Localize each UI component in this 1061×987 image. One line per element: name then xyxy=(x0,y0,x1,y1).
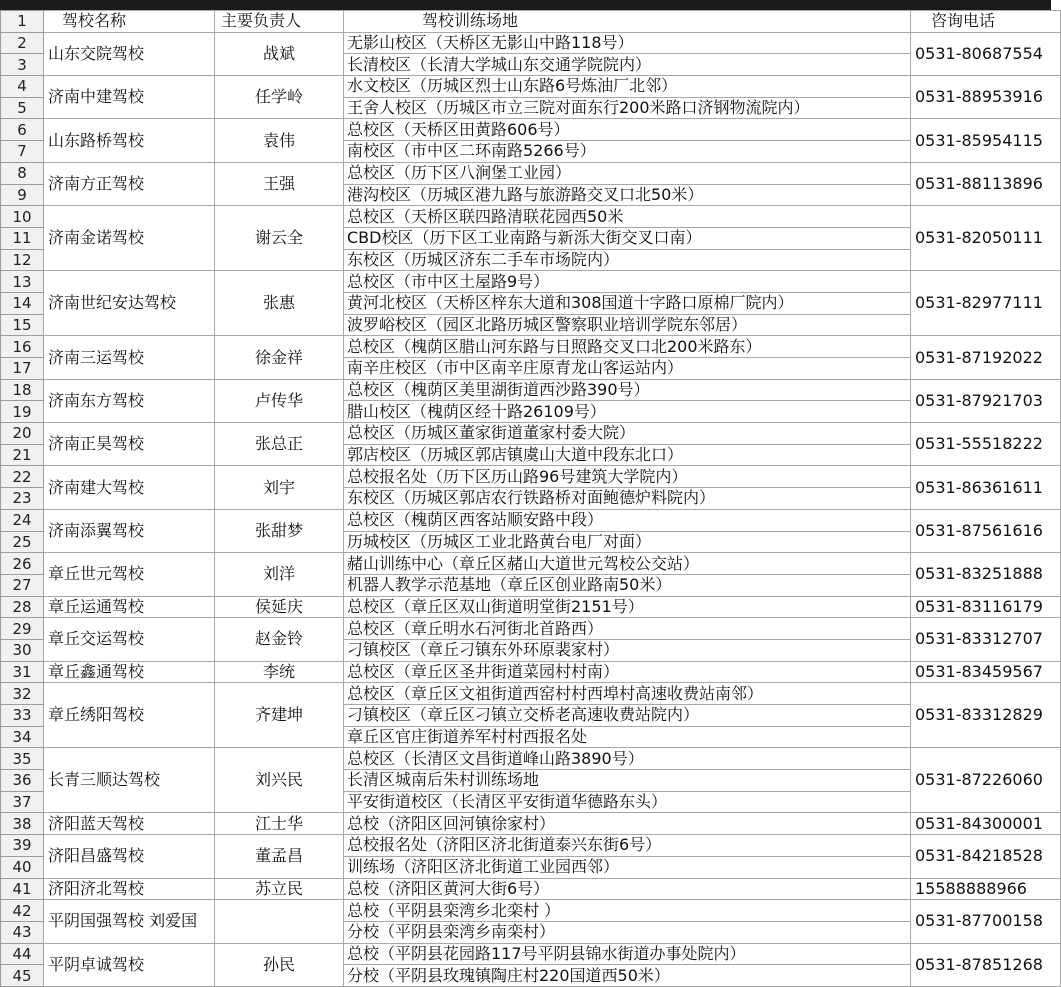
training-site-cell[interactable]: 刁镇校区（章丘区刁镇立交桥老高速收费站院内） xyxy=(344,705,911,727)
row-number[interactable]: 30 xyxy=(1,639,44,661)
school-name-cell[interactable]: 济南金诺驾校 xyxy=(44,206,215,271)
table-row xyxy=(1,423,1061,445)
phone-cell[interactable]: 0531-83116179 xyxy=(911,596,1061,618)
school-name-cell[interactable]: 章丘运通驾校 xyxy=(44,596,215,618)
phone-cell[interactable]: 0531-87851268 xyxy=(911,943,1061,986)
table-row xyxy=(1,596,1061,618)
row-number[interactable]: 16 xyxy=(1,336,44,358)
school-name-cell[interactable]: 济南中建驾校 xyxy=(44,76,215,119)
school-name-cell[interactable]: 平阴国强驾校 刘爱国 xyxy=(44,900,215,943)
training-site-cell[interactable]: 总校区（历下区八涧堡工业园） xyxy=(344,162,911,184)
person-cell[interactable]: 董孟昌 xyxy=(215,835,344,878)
training-site-cell[interactable]: 平安街道校区（长清区平安街道华德路东头） xyxy=(344,791,911,813)
training-site-cell[interactable]: 总校区（槐荫区腊山河东路与日照路交叉口北200米路东） xyxy=(344,336,911,358)
toolbar-strip xyxy=(0,0,1051,10)
row-number[interactable]: 23 xyxy=(1,488,44,510)
person-cell[interactable]: 袁伟 xyxy=(215,119,344,162)
training-site-cell[interactable]: 黄河北校区（天桥区梓东大道和308国道十字路口原棉厂院内） xyxy=(344,292,911,314)
school-name-cell[interactable]: 济南世纪安达驾校 xyxy=(44,271,215,336)
table-row xyxy=(1,119,1061,141)
phone-cell[interactable]: 0531-86361611 xyxy=(911,466,1061,509)
row-number[interactable]: 26 xyxy=(1,553,44,575)
training-site-cell[interactable]: 训练场（济阳区济北街道工业园西邻） xyxy=(344,856,911,878)
training-site-cell[interactable]: 总校区（章丘区圣井街道菜园村村南） xyxy=(344,661,911,683)
phone-cell[interactable]: 0531-87561616 xyxy=(911,509,1061,552)
training-site-cell[interactable]: 王舍人校区（历城区市立三院对面东行200米路口济钢物流院内） xyxy=(344,97,911,119)
row-number[interactable]: 43 xyxy=(1,921,44,943)
phone-cell[interactable]: 0531-88113896 xyxy=(911,162,1061,205)
row-number[interactable]: 36 xyxy=(1,770,44,792)
person-cell[interactable]: 徐金祥 xyxy=(215,336,344,379)
training-site-cell[interactable]: 总校（平阴县栾湾乡北栾村 ） xyxy=(344,900,911,922)
row-number[interactable]: 34 xyxy=(1,726,44,748)
phone-cell[interactable]: 0531-87921703 xyxy=(911,379,1061,422)
phone-cell[interactable]: 0531-55518222 xyxy=(911,423,1061,466)
table-row xyxy=(1,813,1061,835)
phone-cell[interactable]: 0531-82050111 xyxy=(911,206,1061,271)
training-site-cell[interactable]: 总校区（槐荫区美里湖街道西沙路390号） xyxy=(344,379,911,401)
school-name-cell[interactable]: 章丘绣阳驾校 xyxy=(44,683,215,748)
training-site-cell[interactable]: 总校报名处（济阳区济北街道泰兴东街6号） xyxy=(344,835,911,857)
row-number[interactable]: 39 xyxy=(1,835,44,857)
training-site-cell[interactable]: 南校区（市中区二环南路5266号） xyxy=(344,141,911,163)
school-name-cell[interactable]: 济南正昊驾校 xyxy=(44,423,215,466)
row-number[interactable]: 37 xyxy=(1,791,44,813)
training-site-cell[interactable]: 长清校区（长清大学城山东交通学院院内） xyxy=(344,54,911,76)
person-cell[interactable]: 侯延庆 xyxy=(215,596,344,618)
table-row xyxy=(1,661,1061,683)
school-name-cell[interactable]: 章丘交运驾校 xyxy=(44,618,215,661)
school-name-cell[interactable]: 济南东方驾校 xyxy=(44,379,215,422)
row-number[interactable]: 20 xyxy=(1,423,44,445)
training-site-cell[interactable]: 港沟校区（历城区港九路与旅游路交叉口北50米） xyxy=(344,184,911,206)
phone-cell[interactable]: 15588888966 xyxy=(911,878,1061,900)
row-number[interactable]: 5 xyxy=(1,97,44,119)
table-row xyxy=(1,900,1061,922)
row-number[interactable]: 33 xyxy=(1,705,44,727)
row-number[interactable]: 6 xyxy=(1,119,44,141)
phone-cell[interactable]: 0531-85954115 xyxy=(911,119,1061,162)
row-number[interactable]: 11 xyxy=(1,227,44,249)
row-number[interactable]: 27 xyxy=(1,574,44,596)
phone-cell[interactable]: 0531-84300001 xyxy=(911,813,1061,835)
school-name-cell[interactable]: 济南建大驾校 xyxy=(44,466,215,509)
person-cell[interactable]: 刘洋 xyxy=(215,553,344,596)
phone-cell[interactable]: 0531-83251888 xyxy=(911,553,1061,596)
training-site-cell[interactable]: 总校区（章丘明水石河街北首路西） xyxy=(344,618,911,640)
row-number[interactable]: 8 xyxy=(1,162,44,184)
person-cell[interactable]: 张总正 xyxy=(215,423,344,466)
phone-cell[interactable]: 0531-87700158 xyxy=(911,900,1061,943)
training-site-cell[interactable]: 无影山校区（天桥区无影山中路118号） xyxy=(344,32,911,54)
row-number[interactable]: 12 xyxy=(1,249,44,271)
school-name-cell[interactable]: 济阳蓝天驾校 xyxy=(44,813,215,835)
person-cell[interactable]: 苏立民 xyxy=(215,878,344,900)
training-site-cell[interactable]: 历城校区（历城区工业北路黄台电厂对面） xyxy=(344,531,911,553)
training-site-cell[interactable]: 机器人教学示范基地（章丘区创业路南50米） xyxy=(344,574,911,596)
row-number[interactable]: 4 xyxy=(1,76,44,98)
person-cell[interactable]: 张惠 xyxy=(215,271,344,336)
table-row xyxy=(1,553,1061,575)
training-site-cell[interactable]: 总校区（章丘区双山街道明堂街2151号） xyxy=(344,596,911,618)
phone-cell[interactable]: 0531-87226060 xyxy=(911,748,1061,813)
person-cell[interactable]: 卢传华 xyxy=(215,379,344,422)
table-row xyxy=(1,835,1061,857)
school-name-cell[interactable]: 山东交院驾校 xyxy=(44,32,215,75)
training-site-cell[interactable]: 章丘区官庄街道养军村村西报名处 xyxy=(344,726,911,748)
training-site-cell[interactable]: 总校区（槐荫区西客站顺安路中段） xyxy=(344,509,911,531)
training-site-cell[interactable]: 赭山训练中心（章丘区赭山大道世元驾校公交站） xyxy=(344,553,911,575)
training-site-cell[interactable]: 分校（平阴县栾湾乡南栾村） xyxy=(344,921,911,943)
training-site-cell[interactable]: 东校区（历城区郭店农行铁路桥对面鲍德炉料院内） xyxy=(344,488,911,510)
row-number[interactable]: 22 xyxy=(1,466,44,488)
phone-cell[interactable]: 0531-88953916 xyxy=(911,76,1061,119)
row-number[interactable]: 40 xyxy=(1,856,44,878)
spreadsheet xyxy=(0,10,1051,985)
table-row xyxy=(1,618,1061,640)
row-number[interactable]: 18 xyxy=(1,379,44,401)
training-site-cell[interactable]: 水文校区（历城区烈士山东路6号炼油厂北邻） xyxy=(344,76,911,98)
row-number[interactable]: 42 xyxy=(1,900,44,922)
row-number[interactable]: 38 xyxy=(1,813,44,835)
table-row xyxy=(1,466,1061,488)
table-row xyxy=(1,76,1061,98)
training-site-cell[interactable]: 总校区（天桥区田黄路606号） xyxy=(344,119,911,141)
header-training-site[interactable]: 驾校训练场地 xyxy=(344,11,911,33)
school-name-cell[interactable]: 山东路桥驾校 xyxy=(44,119,215,162)
person-cell[interactable]: 刘兴民 xyxy=(215,748,344,813)
row-number[interactable]: 9 xyxy=(1,184,44,206)
training-site-cell[interactable]: CBD校区（历下区工业南路与新泺大街交叉口南） xyxy=(344,227,911,249)
training-site-cell[interactable]: 南辛庄校区（市中区南辛庄原青龙山客运站内） xyxy=(344,358,911,380)
school-name-cell[interactable]: 济南添翼驾校 xyxy=(44,509,215,552)
training-site-cell[interactable]: 总校（济阳区黄河大街6号） xyxy=(344,878,911,900)
phone-cell[interactable]: 0531-83312829 xyxy=(911,683,1061,748)
training-site-cell[interactable]: 波罗峪校区（园区北路历城区警察职业培训学院东邻居） xyxy=(344,314,911,336)
training-site-cell[interactable]: 总校（济阳区回河镇徐家村） xyxy=(344,813,911,835)
phone-cell[interactable]: 0531-84218528 xyxy=(911,835,1061,878)
training-site-cell[interactable]: 总校区（天桥区联四路清联花园西50米 xyxy=(344,206,911,228)
training-site-cell[interactable]: 总校区（章丘区文祖街道西窑村村西埠村高速收费站南邻） xyxy=(344,683,911,705)
person-cell[interactable]: 战斌 xyxy=(215,32,344,75)
person-cell[interactable]: 谢云全 xyxy=(215,206,344,271)
row-number[interactable]: 7 xyxy=(1,141,44,163)
header-row xyxy=(1,11,1061,33)
training-site-cell[interactable]: 分校（平阴县玫瑰镇陶庄村220国道西50米） xyxy=(344,965,911,987)
row-number[interactable]: 15 xyxy=(1,314,44,336)
row-number[interactable]: 25 xyxy=(1,531,44,553)
row-number[interactable]: 31 xyxy=(1,661,44,683)
person-cell[interactable]: 任学岭 xyxy=(215,76,344,119)
header-person[interactable]: 主要负责人 xyxy=(215,11,344,33)
row-number[interactable]: 32 xyxy=(1,683,44,705)
table-row xyxy=(1,509,1061,531)
school-name-cell[interactable]: 济南三运驾校 xyxy=(44,336,215,379)
school-name-cell[interactable]: 济阳昌盛驾校 xyxy=(44,835,215,878)
school-name-cell[interactable]: 济南方正驾校 xyxy=(44,162,215,205)
row-number[interactable]: 1 xyxy=(1,11,44,33)
training-site-cell[interactable]: 总校区（历城区董家街道董家村委大院） xyxy=(344,423,911,445)
training-site-cell[interactable]: 总校报名处（历下区历山路96号建筑大学院内） xyxy=(344,466,911,488)
row-number[interactable]: 17 xyxy=(1,358,44,380)
row-number[interactable]: 24 xyxy=(1,509,44,531)
school-table xyxy=(0,10,1061,987)
school-name-cell[interactable]: 长青三顺达驾校 xyxy=(44,748,215,813)
person-cell[interactable] xyxy=(215,900,344,943)
training-site-cell[interactable]: 总校（平阴县花园路117号平阴县锦水街道办事处院内） xyxy=(344,943,911,965)
person-cell[interactable]: 张甜梦 xyxy=(215,509,344,552)
phone-cell[interactable]: 0531-83312707 xyxy=(911,618,1061,661)
header-school-name[interactable]: 驾校名称 xyxy=(44,11,215,33)
training-site-cell[interactable]: 长清区城南后朱村训练场地 xyxy=(344,770,911,792)
person-cell[interactable]: 孙民 xyxy=(215,943,344,986)
row-number[interactable]: 3 xyxy=(1,54,44,76)
person-cell[interactable]: 江士华 xyxy=(215,813,344,835)
training-site-cell[interactable]: 腊山校区（槐荫区经十路26109号） xyxy=(344,401,911,423)
table-row xyxy=(1,943,1061,965)
row-number[interactable]: 28 xyxy=(1,596,44,618)
row-number[interactable]: 10 xyxy=(1,206,44,228)
table-row xyxy=(1,271,1061,293)
table-row xyxy=(1,379,1061,401)
phone-cell[interactable]: 0531-87192022 xyxy=(911,336,1061,379)
row-number[interactable]: 14 xyxy=(1,292,44,314)
person-cell[interactable]: 李统 xyxy=(215,661,344,683)
table-row xyxy=(1,336,1061,358)
table-row xyxy=(1,32,1061,54)
person-cell[interactable]: 齐建坤 xyxy=(215,683,344,748)
school-name-cell[interactable]: 平阴卓诚驾校 xyxy=(44,943,215,986)
table-row xyxy=(1,206,1061,228)
row-number[interactable]: 41 xyxy=(1,878,44,900)
row-number[interactable]: 13 xyxy=(1,271,44,293)
phone-cell[interactable]: 0531-80687554 xyxy=(911,32,1061,75)
row-number[interactable]: 2 xyxy=(1,32,44,54)
training-site-cell[interactable]: 东校区（历城区济东二手车市场院内） xyxy=(344,249,911,271)
training-site-cell[interactable]: 总校区（市中区土屋路9号） xyxy=(344,271,911,293)
row-number[interactable]: 35 xyxy=(1,748,44,770)
school-name-cell[interactable]: 章丘世元驾校 xyxy=(44,553,215,596)
training-site-cell[interactable]: 刁镇校区（章丘刁镇东外环原裴家村） xyxy=(344,639,911,661)
phone-cell[interactable]: 0531-82977111 xyxy=(911,271,1061,336)
person-cell[interactable]: 王强 xyxy=(215,162,344,205)
table-row xyxy=(1,162,1061,184)
table-row xyxy=(1,878,1061,900)
training-site-cell[interactable]: 郭店校区（历城区郭店镇虞山大道中段东北口） xyxy=(344,444,911,466)
row-number[interactable]: 19 xyxy=(1,401,44,423)
school-name-cell[interactable]: 章丘鑫通驾校 xyxy=(44,661,215,683)
row-number[interactable]: 21 xyxy=(1,444,44,466)
phone-cell[interactable]: 0531-83459567 xyxy=(911,661,1061,683)
row-number[interactable]: 44 xyxy=(1,943,44,965)
row-number[interactable]: 29 xyxy=(1,618,44,640)
person-cell[interactable]: 刘宇 xyxy=(215,466,344,509)
header-phone[interactable]: 咨询电话 xyxy=(911,11,1061,33)
training-site-cell[interactable]: 总校区（长清区文昌街道峰山路3890号） xyxy=(344,748,911,770)
person-cell[interactable]: 赵金铃 xyxy=(215,618,344,661)
school-name-cell[interactable]: 济阳济北驾校 xyxy=(44,878,215,900)
row-number[interactable]: 45 xyxy=(1,965,44,987)
table-row xyxy=(1,748,1061,770)
table-row xyxy=(1,683,1061,705)
